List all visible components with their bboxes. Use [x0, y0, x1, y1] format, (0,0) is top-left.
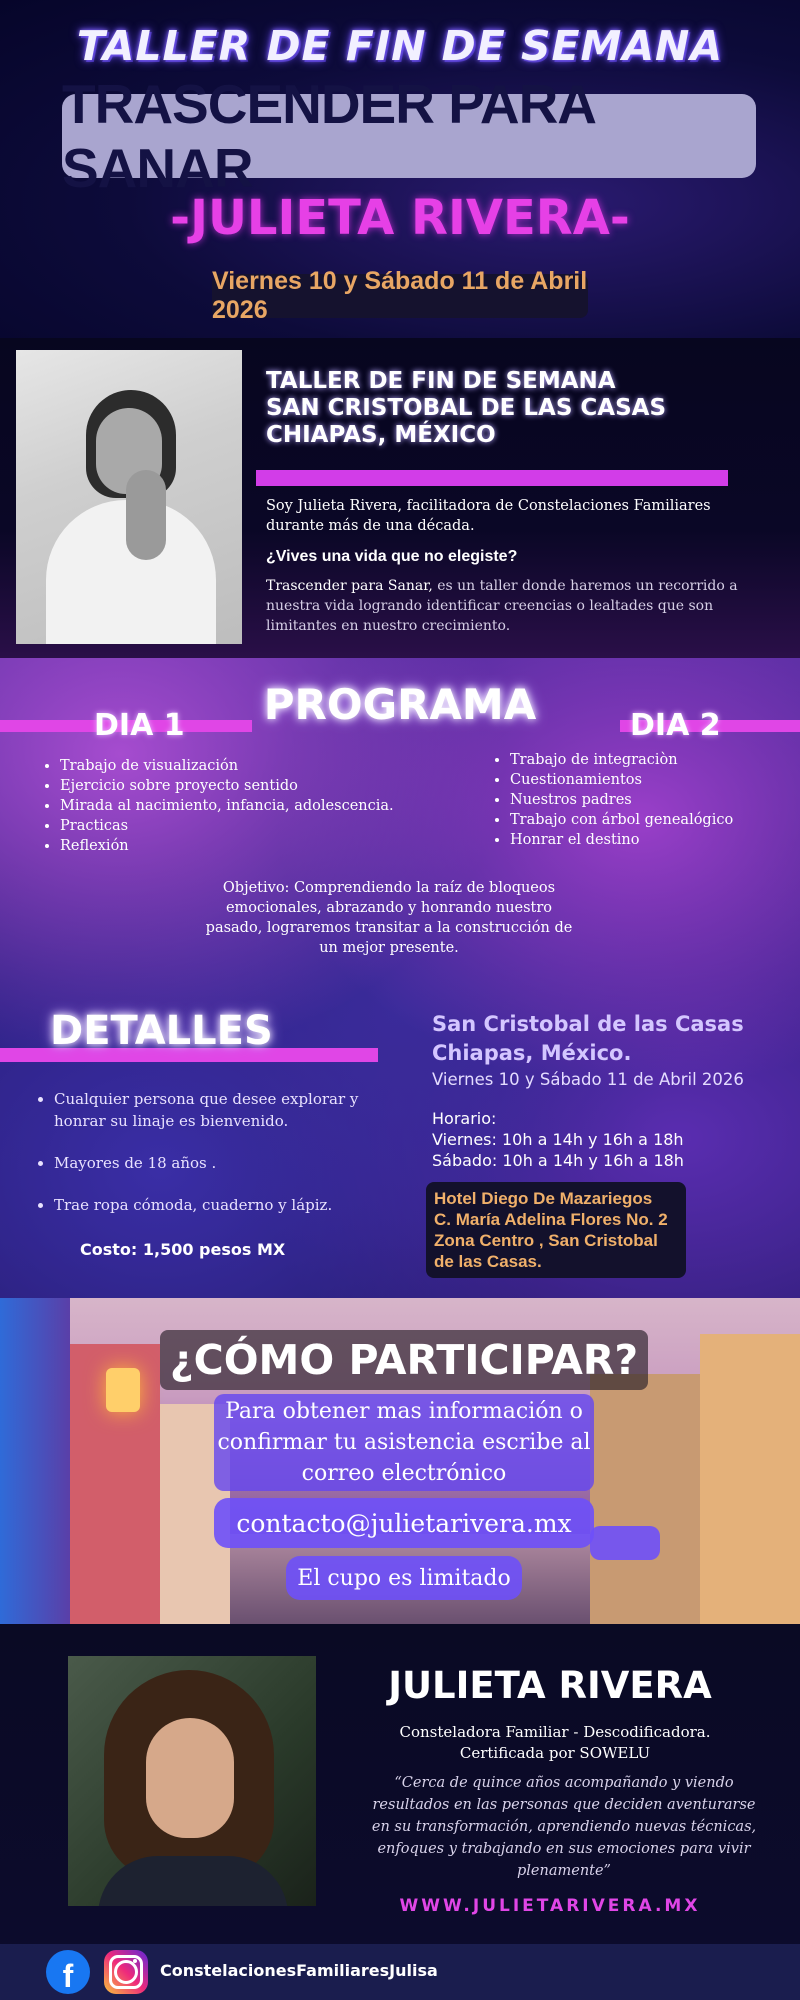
detalles-list	[32, 1088, 394, 1236]
list-item: • Trae ropa cómoda, cuaderno y lápiz.	[54, 1194, 394, 1216]
costo-text: Costo: 1,500 pesos MX	[80, 1240, 286, 1259]
dia1-list	[38, 756, 420, 856]
como-instructions: Para obtener mas información o confirmar tu asistencia escribe al correo electrónico	[214, 1394, 594, 1491]
intro-accent-bar	[256, 470, 728, 486]
programa-section	[0, 658, 800, 1298]
bio-quote: “Cerca de quince años acompañando y viendo resultados en las personas que deciden aventurarse en su transformación, aprendiendo nuevas técnicas, enfoques y trabajando en sus emociones para vivir plenamente”	[371, 1775, 757, 1879]
list-item: • Nuestros padres	[510, 790, 800, 810]
list-item: • Trabajo de visualización	[60, 756, 420, 776]
header-section	[0, 0, 800, 338]
programa-title: PROGRAMA	[263, 680, 537, 729]
bio-name: JULIETA RIVERA	[388, 1664, 712, 1707]
bio-photo	[68, 1656, 316, 1906]
dia2-label: DIA 2	[630, 708, 721, 743]
list-item: • Cualquier persona que desee explorar y honrar su linaje es bienvenido.	[54, 1088, 394, 1132]
lamp-icon	[106, 1368, 140, 1412]
list-item: • Trabajo con árbol genealógico	[510, 810, 800, 830]
decorative-shape	[590, 1526, 660, 1560]
facilitator-photo	[16, 350, 242, 644]
main-title-box	[62, 73, 756, 199]
intro-description: Trascender para Sanar, es un taller donde haremos un recorrido a nuestra vida logrando identificar creencias o lealtades que son limitantes en nuestro crecimiento.	[266, 578, 738, 634]
horario: Horario: Viernes: 10h a 14h y 16h a 18h Sábado: 10h a 14h y 16h a 18h	[432, 1109, 684, 1170]
intro-question: ¿Vives una vida que no elegiste?	[266, 548, 518, 565]
list-item: • Practicas	[60, 816, 420, 836]
hotel-address: Hotel Diego De Mazariegos C. María Adelina Flores No. 2 Zona Centro , San Cristobal de las Casas.	[426, 1182, 686, 1278]
footer	[0, 1944, 800, 2000]
list-item: • Trabajo de integraciòn	[510, 750, 800, 770]
list-item: • Mirada al nacimiento, infancia, adolescencia.	[60, 796, 420, 816]
location-date: Viernes 10 y Sábado 11 de Abril 2026	[432, 1070, 744, 1089]
cupo-notice: El cupo es limitado	[286, 1556, 522, 1600]
list-item: • Reflexión	[60, 836, 420, 856]
intro-title: TALLER DE FIN DE SEMANA SAN CRISTOBAL DE LAS CASAS CHIAPAS, MÉXICO	[266, 368, 667, 448]
bio-role: Consteladora Familiar - Descodificadora. Certificada por SOWELU	[399, 1723, 711, 1762]
dia2-list	[488, 750, 800, 850]
dia1-label: DIA 1	[94, 708, 185, 743]
facilitator-name: -JULIETA RIVERA-	[170, 190, 630, 246]
como-title: ¿CÓMO PARTICIPAR?	[160, 1330, 648, 1390]
detalles-title: DETALLES	[50, 1008, 273, 1054]
intro-bio: Soy Julieta Rivera, facilitadora de Constelaciones Familiares durante más de una década.	[266, 498, 711, 534]
facebook-icon[interactable]: f	[46, 1950, 90, 1994]
date-badge	[212, 267, 588, 324]
bio-section	[0, 1624, 800, 1944]
contact-email-link[interactable]: contacto@julietarivera.mx	[214, 1498, 594, 1548]
list-item: • Honrar el destino	[510, 830, 800, 850]
main-title: TRASCENDER PARA SANAR	[62, 73, 594, 199]
objetivo-text: Objetivo: Comprendiendo la raíz de bloqueos emocionales, abrazando y honrando nuestro pasado, lograremos transitar a la construcción de un mejor presente.	[205, 880, 573, 956]
como-participar-section	[0, 1298, 800, 1624]
social-handle[interactable]: ConstelacionesFamiliaresJulisa	[160, 1961, 438, 1980]
list-item: • Cuestionamientos	[510, 770, 800, 790]
top-title: TALLER DE FIN DE SEMANA	[76, 22, 724, 70]
date-text: Viernes 10 y Sábado 11 de Abril 2026	[212, 267, 588, 324]
list-item: • Mayores de 18 años .	[54, 1152, 394, 1174]
instagram-icon[interactable]	[104, 1950, 148, 1994]
website-link[interactable]: WWW.JULIETARIVERA.MX	[399, 1896, 701, 1916]
list-item: • Ejercicio sobre proyecto sentido	[60, 776, 420, 796]
intro-section	[0, 338, 800, 658]
location-title: San Cristobal de las Casas Chiapas, México.	[432, 1012, 744, 1065]
